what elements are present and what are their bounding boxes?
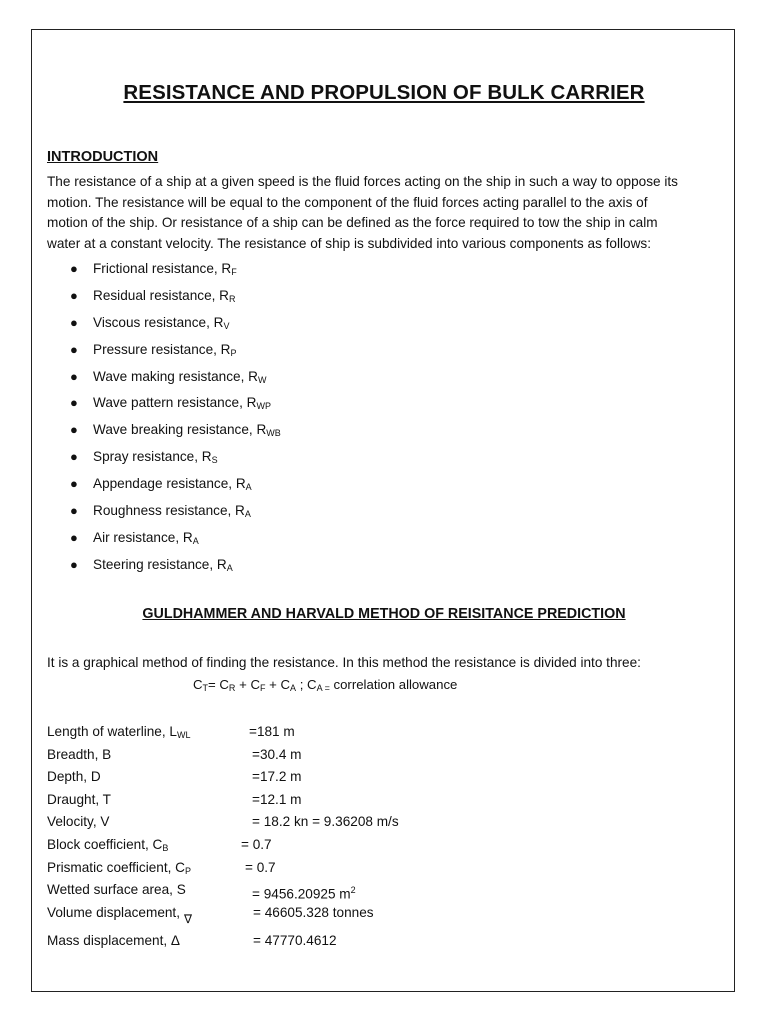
parameter-value: = 9456.20925 m xyxy=(252,886,351,902)
method-description: It is a graphical method of finding the resistance. In this method the resistance is divided into three: xyxy=(47,655,641,670)
bullet-icon: ● xyxy=(70,556,78,572)
paragraph-line: water at a constant velocity. The resistance of ship is subdivided into various components as follows: xyxy=(47,235,651,251)
parameter-label: Draught, T xyxy=(47,791,111,807)
bullet-icon: ● xyxy=(70,314,78,330)
bullet-icon: ● xyxy=(70,449,78,465)
list-item: ● Wave breaking resistance, $R_{WB}$ xyxy=(70,422,281,439)
parameter-label: Mass displacement, Δ xyxy=(47,933,180,949)
paragraph-line: motion of the ship. Or resistance of a ship can be defined as the force required to tow the ship in calm xyxy=(47,215,658,230)
method-heading: GULDHAMMER AND HARVALD METHOD OF REISITANCE PREDICTION xyxy=(142,606,626,622)
introduction-heading: INTRODUCTION xyxy=(47,149,159,165)
parameter-value: = 0.7 xyxy=(245,859,276,875)
document-title: RESISTANCE AND PROPULSION OF BULK CARRIER xyxy=(123,81,645,104)
list-item: ● Appendage resistance, $R_A$ xyxy=(70,476,252,493)
parameter-label: Velocity, V xyxy=(47,814,110,830)
bullet-icon: ● xyxy=(70,422,78,438)
parameter-value: = 0.7 xyxy=(241,836,272,852)
list-item: ● Frictional resistance, $R_F$ xyxy=(70,261,237,277)
list-item: ● Viscous resistance, $R_V$ xyxy=(70,314,230,331)
bullet-icon: ● xyxy=(70,476,78,492)
parameter-value: = 46605.328 tonnes xyxy=(253,904,374,920)
parameter-label: Volume displacement, xyxy=(47,904,180,920)
parameter-value: = 47770.4612 xyxy=(253,933,337,949)
list-item: ● Steering resistance, $R_A$ xyxy=(70,556,233,573)
nabla-symbol: ∇ xyxy=(184,911,193,926)
bullet-icon: ● xyxy=(70,529,78,545)
paragraph-line: motion. The resistance will be equal to the component of the fluid forces acting parallel to the axis of xyxy=(47,194,648,210)
bullet-icon: ● xyxy=(70,341,78,357)
parameter-value: =12.1 m xyxy=(252,791,302,807)
parameter-label: Block coefficient, C xyxy=(47,836,163,852)
list-item: ● Residual resistance, $R_R$ xyxy=(70,287,236,304)
bullet-icon: ● xyxy=(70,261,78,276)
parameter-label: Prismatic coefficient, C xyxy=(47,859,185,875)
bullet-icon: ● xyxy=(70,368,78,384)
bullet-icon: ● xyxy=(70,503,78,519)
resistance-formula: $C_T= C_R + C_F + C_A$ ; $C_{A =}$ correlation allowance xyxy=(193,677,458,693)
parameter-label: Breadth, B xyxy=(47,746,112,762)
parameter-label: Wetted surface area, S xyxy=(47,882,186,898)
bullet-icon: ● xyxy=(70,287,78,303)
parameter-value: =17.2 m xyxy=(252,769,302,785)
list-item: ● Roughness resistance, $R_A$ xyxy=(70,503,251,520)
parameter-label: Depth, D xyxy=(47,769,101,785)
list-item: ● Wave pattern resistance, $R_{WP}$ xyxy=(70,395,271,412)
list-item: ● Wave making resistance, $R_W$ xyxy=(70,368,267,385)
parameter-label: Length of waterline, L xyxy=(47,724,177,739)
introduction-paragraph xyxy=(47,172,707,254)
parameter-value: = 18.2 kn = 9.36208 m/s xyxy=(252,814,399,830)
parameter-value: =181 m xyxy=(249,724,295,739)
bullet-icon: ● xyxy=(70,395,78,411)
list-item: ● Air resistance, $R_A$ xyxy=(70,529,199,546)
paragraph-line: The resistance of a ship at a given speed is the fluid forces acting on the ship in such a way to oppose its xyxy=(47,174,678,189)
parameter-value: =30.4 m xyxy=(252,746,302,762)
resistance-components-list xyxy=(70,259,281,582)
list-item: ● Spray resistance, $R_S$ xyxy=(70,449,218,466)
list-item: ● Pressure resistance, $R_P$ xyxy=(70,341,237,358)
